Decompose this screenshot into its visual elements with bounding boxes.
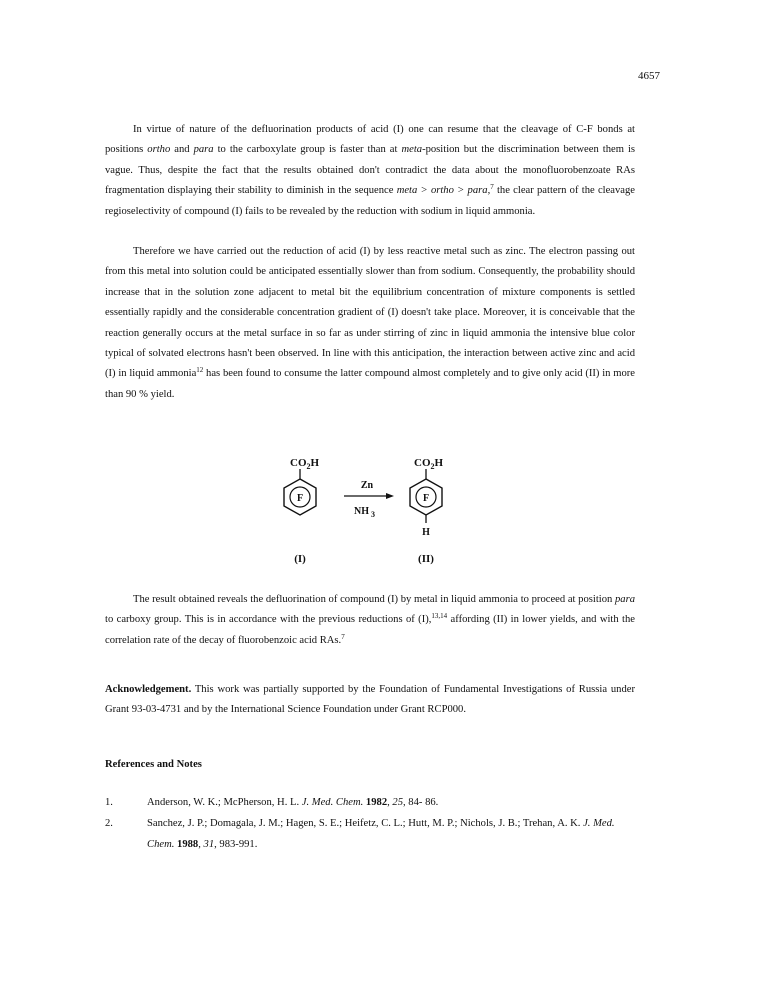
citation-superscript: 12 [196, 366, 204, 375]
reference-number: 2. [105, 818, 113, 830]
italic-sequence: meta > ortho > para, [396, 185, 491, 197]
paragraph-zinc-reduction [105, 242, 635, 405]
reference-authors: Sanchez, J. P.; Domagala, J. M.; Hagen, S. E.; Heifetz, C. L.; Hutt, M. P.; Nichols, J. B.; Trehan, A. K. [147, 818, 584, 830]
text-span: affording (II) in lower yields, and with the correlation rate of the decay of fluorobenzoic acid RAs. [105, 614, 635, 646]
italic-ortho: ortho [147, 144, 171, 156]
page-number: 4657 [638, 70, 660, 82]
left-ring-label: F [296, 493, 304, 504]
text-span: the clear pattern of the cleavage regioselectivity of compound (I) fails to be revealed by the reduction with sodium in liquid ammonia. [105, 185, 635, 217]
paragraph-result [105, 590, 635, 651]
compound-label-i: (I) [294, 553, 306, 565]
reaction-arrow-head [386, 493, 394, 499]
italic-para: para [614, 594, 635, 605]
reaction-scheme [270, 452, 480, 572]
reagent-ammonia: NH $_3$ [354, 506, 375, 519]
reference-item: 2. Sanchez, J. P.; Domagala, J. M.; Hagen, S. E.; Heifetz, C. L.; Hutt, M. P.; Nichols, J. B.; Trehan, A. K. J. Med. Chem. 1988, 31, 983-991. [105, 814, 635, 855]
text-span: has been found to consume the latter compound almost completely and to give only acid (II) in more than 90 % yield. [105, 368, 635, 400]
citation-superscript: 13,14 [431, 612, 448, 621]
compound-label-ii: (II) [418, 553, 434, 565]
citation-superscript: 7 [341, 632, 345, 641]
reference-journal: J. Med. Chem. [301, 797, 364, 808]
reference-volume: 31 [203, 838, 215, 850]
acknowledgement-heading: Acknowledgement. [105, 684, 192, 695]
reference-item: 1. Anderson, W. K.; McPherson, H. L. J. Med. Chem. 1982, 25, 84- 86. [105, 793, 635, 813]
reference-pages: , 84- 86. [403, 797, 439, 808]
references-heading: References and Notes [105, 759, 202, 770]
right-hydrogen-substituent: H [422, 527, 430, 538]
left-carboxyl-group: $CO_2H$ [290, 457, 320, 471]
reference-year: 1988 [177, 838, 199, 850]
reagent-zinc: Zn [360, 480, 374, 491]
reference-journal: J. Med. Chem. [147, 818, 615, 850]
acknowledgement-text: This work was partially supported by the Foundation of Fundamental Investigations of Russia under Grant 93-03-4731 and by the International Science Foundation under Grant RCP000. [105, 684, 635, 716]
text-span: to carboxy group. This is in accordance with the previous reductions of (I), [105, 614, 432, 626]
text-span: Therefore we have carried out the reduction of acid (I) by less reactive metal such as zinc. The electron passing out from this metal into solution could be anticipated essentially slower than from sodium. Consequently, the probability should increase that in the solution zone adjacent to metal bit the equilibrium concentration of mixture components is settled essentially rapidly and the considerable concentration gradient of (I) doesn't take place. Moreover, it is conceivable that the reaction generally occurs at the metal surface in so far as under stirring of zinc in liquid ammonia the intensive blue color typical of solvated electrons hasn't been observed. In line with this anticipation, the interaction between active zinc and acid (I) in liquid ammonia [105, 246, 635, 380]
right-carboxyl-group: $CO_2H$ [414, 457, 444, 471]
citation-superscript: 7 [490, 183, 494, 192]
reaction-scheme-drawing [270, 452, 480, 572]
paragraph-defluorination-products [105, 120, 635, 222]
reference-authors: Anderson, W. K.; McPherson, H. L. [147, 797, 302, 808]
text-span: In virtue of nature of the defluorination products of acid (I) one can resume that the cleavage of C-F bonds at positions [105, 124, 635, 156]
reference-pages: , 983-991. [214, 838, 258, 850]
reference-volume: 25 [392, 797, 403, 808]
italic-meta: meta [401, 144, 423, 156]
right-ring-label: F [422, 493, 430, 504]
italic-para: para [193, 144, 214, 156]
reference-year: 1982 [365, 797, 388, 808]
text-span: The result obtained reveals the defluorination of compound (I) by metal in liquid ammonia to proceed at position [133, 594, 615, 605]
text-span: to the carboxylate group is faster than at [213, 144, 402, 156]
reference-list [105, 793, 635, 856]
text-span: -position but the discrimination between them is vague. Thus, despite the fact that the results obtained don't contradict the data about the monofluorobenzoate RAs fragmentation displaying their stability to diminish in the sequence [105, 144, 636, 197]
text-span: and [170, 144, 194, 156]
reference-number: 1. [105, 797, 113, 808]
acknowledgement [105, 680, 635, 721]
